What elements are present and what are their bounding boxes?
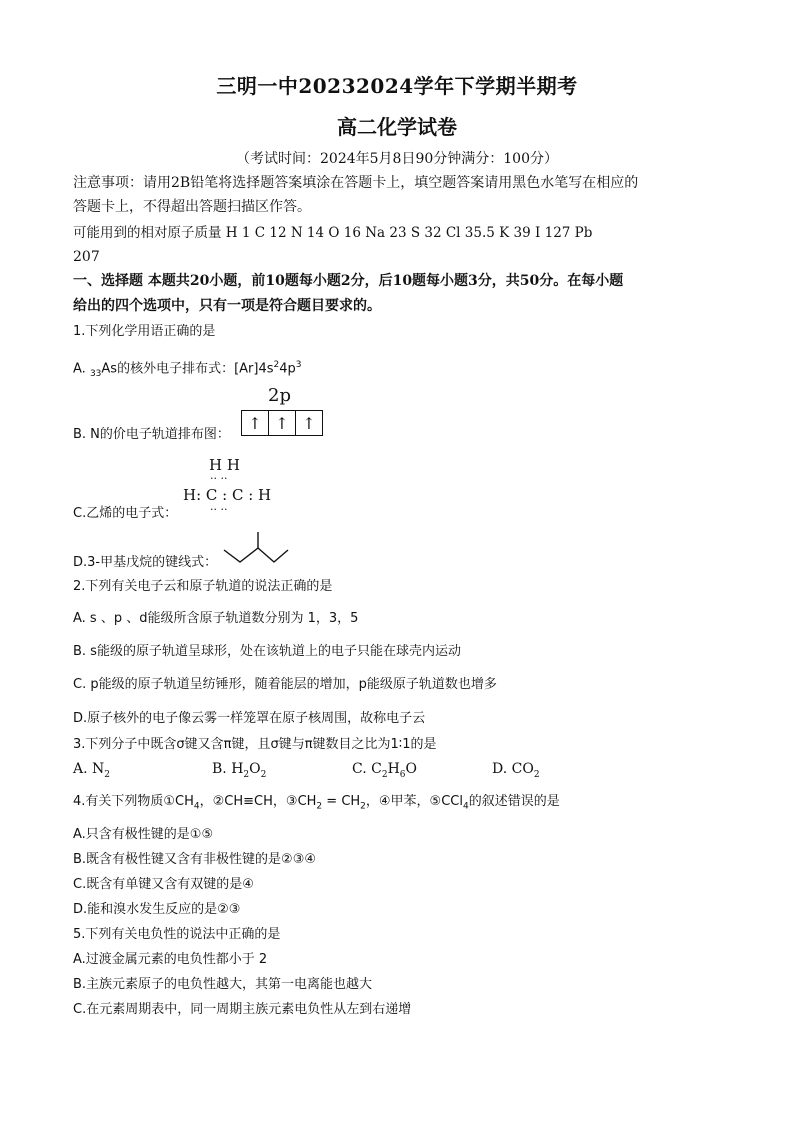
q2-option-a: A. s 、p 、d能级所含原子轨道数分别为 1，3，5 <box>73 611 359 626</box>
q4-stem-sub4: 4 <box>462 801 469 812</box>
q4-option-d: D.能和溴水发生反应的是②③ <box>73 902 241 917</box>
q4-stem <box>73 793 560 816</box>
3-methylpentane-skeletal-formula-icon <box>222 530 290 566</box>
q4-stem-4: ，④甲苯，⑤CCl <box>365 794 463 809</box>
q3-c-text: C. C <box>352 761 382 777</box>
q1-option-a <box>73 356 302 383</box>
section-heading-line-1: 一、选择题 本题共20小题，前10题每小题2分，后10题每小题3分，共50分。在每小题 <box>73 273 624 289</box>
orbital-up-arrow-icon: ↑ <box>302 413 316 433</box>
notice-line-2: 答题卡上，不得超出答题扫描区作答。 <box>73 199 311 215</box>
q3-option-c <box>352 760 417 784</box>
q3-b-sub2: 2 <box>260 769 267 780</box>
q3-c-mid: H <box>387 761 400 777</box>
q4-stem-sub2: 2 <box>316 801 323 812</box>
q1-b-orbital-diagram <box>241 410 323 436</box>
q5-stem: 5.下列有关电负性的说法中正确的是 <box>73 927 281 942</box>
q4-option-a: A.只含有极性键的是①⑤ <box>73 827 214 842</box>
q3-b-text: B. H <box>212 761 244 777</box>
q1-option-c: C.乙烯的电子式： <box>73 506 178 521</box>
q4-stem-3: = CH <box>322 794 361 809</box>
q3-b-sub1: 2 <box>243 769 250 780</box>
q4-stem-2: ，②CH≡CH，③CH <box>199 794 317 809</box>
q1-a-prefix: A. <box>73 361 90 377</box>
q3-option-b <box>212 760 266 784</box>
section-heading-line-2: 给出的四个选项中，只有一项是符合题目要求的。 <box>73 298 381 314</box>
exam-subtitle: 高二化学试卷 <box>337 115 457 139</box>
q3-c-sub2: 6 <box>399 769 406 780</box>
q3-c-end: O <box>405 761 417 777</box>
q3-option-d <box>492 760 540 784</box>
q1-a-text2: 4p <box>279 361 296 377</box>
q3-a-sub: 2 <box>104 769 110 780</box>
q4-stem-sub1: 4 <box>193 801 200 812</box>
orbital-up-arrow-icon: ↑ <box>269 411 296 435</box>
q3-stem: 3.下列分子中既含σ键又含π键，且σ键与π键数目之比为1∶1的是 <box>73 737 437 752</box>
q1-option-b: B. N的价电子轨道排布图： <box>73 427 230 442</box>
q5-option-a: A.过渡金属元素的电负性都小于 2 <box>73 952 268 967</box>
q1-a-element: As <box>101 361 118 377</box>
q1-stem: 1.下列化学用语正确的是 <box>73 324 216 339</box>
q4-stem-1: 4.有关下列物质①CH <box>73 794 194 809</box>
atomic-mass-line-1: 可能用到的相对原子质量 H 1 C 12 N 14 O 16 Na 23 S 32 Cl 35.5 K 39 I 127 Pb <box>73 225 593 241</box>
q1-c-electron-formula-mid: H: C : C : H <box>183 486 272 504</box>
q5-option-b: B.主族元素原子的电负性越大，其第一电离能也越大 <box>73 977 373 992</box>
notice-line-1: 注意事项：请用2B铅笔将选择题答案填涂在答题卡上，填空题答案请用黑色水笔写在相应的 <box>73 175 639 191</box>
q1-c-dots-bottom: ·· ·· <box>210 503 228 516</box>
q4-stem-sub3: 2 <box>360 801 366 812</box>
exam-info: （考试时间：2024年5月8日90分钟满分：100分） <box>236 151 558 167</box>
q3-d-text: D. CO <box>492 761 534 777</box>
q3-a-text: A. N <box>73 761 105 777</box>
q1-a-mass-number: 33 <box>89 368 102 379</box>
q1-a-sup1: 2 <box>273 360 280 370</box>
q4-stem-5: 的叙述错误的是 <box>468 794 560 809</box>
q4-option-b: B.既含有极性键又含有非极性键的是②③④ <box>73 852 317 867</box>
q1-c-electron-formula-top: H H <box>209 456 240 474</box>
q4-option-c: C.既含有单键又含有双键的是④ <box>73 877 254 892</box>
q5-option-c: C.在元素周期表中，同一周期主族元素电负性从左到右递增 <box>73 1002 412 1017</box>
q1-b-orbital-label: 2p <box>268 385 291 406</box>
q2-option-b: B. s能级的原子轨道呈球形，处在该轨道上的电子只能在球壳内运动 <box>73 644 461 659</box>
q1-a-text: 的核外电子排布式：[Ar]4s <box>117 361 274 377</box>
q1-c-dots-top: ·· ·· <box>210 472 228 485</box>
q3-d-sub: 2 <box>533 769 540 780</box>
q3-b-mid: O <box>249 761 261 777</box>
atomic-mass-line-2: 207 <box>73 249 100 265</box>
q2-option-c: C. p能级的原子轨道呈纺锤形，随着能层的增加，p能级原子轨道数也增多 <box>73 677 497 692</box>
q1-a-sup2: 3 <box>295 360 302 370</box>
q3-option-a <box>73 760 110 784</box>
orbital-up-arrow-icon: ↑ <box>242 411 269 435</box>
q1-option-d: D.3-甲基戊烷的键线式： <box>73 555 218 570</box>
exam-title: 三明一中20232024学年下学期半期考 <box>216 74 578 98</box>
q2-stem: 2.下列有关电子云和原子轨道的说法正确的是 <box>73 579 333 594</box>
q3-c-sub1: 2 <box>381 769 388 780</box>
q2-option-d: D.原子核外的电子像云雾一样笼罩在原子核周围，故称电子云 <box>73 711 426 726</box>
